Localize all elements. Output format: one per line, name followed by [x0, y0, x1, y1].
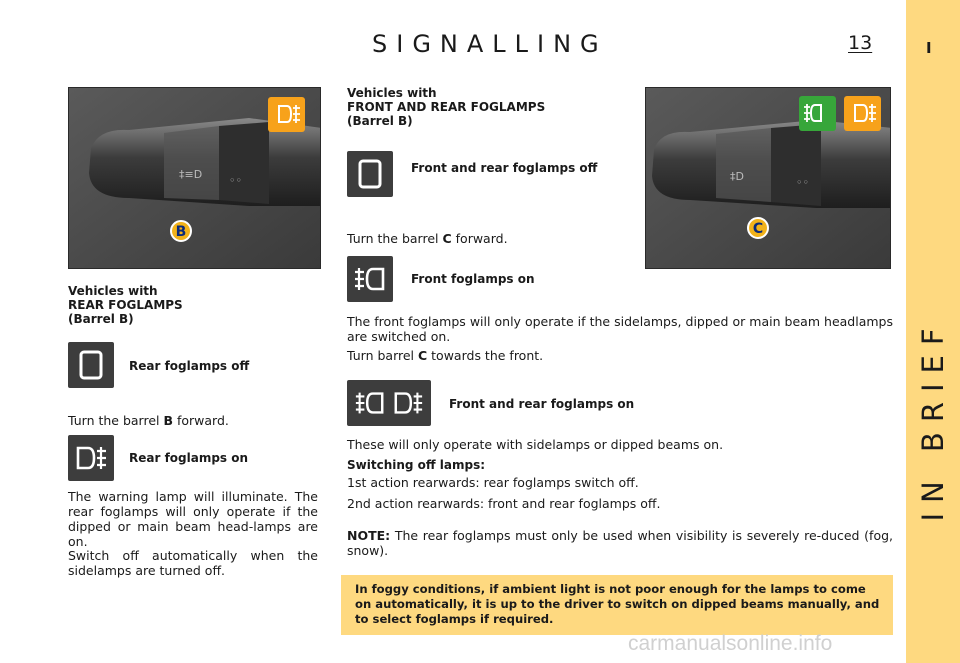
turn-barrel-b-text: Turn the barrel B forward.: [68, 413, 229, 428]
rear-foglamps-on-label: Rear foglamps on: [129, 451, 249, 465]
stalk-photo-barrel-b: [68, 87, 321, 269]
note-paragraph: NOTE: The rear foglamps must only be used when visibility is severely re-duced (fog, snow).: [347, 528, 893, 558]
rear-foglamp-indicator-icon: [844, 96, 881, 131]
warning-lamp-paragraph: The warning lamp will illuminate. The rear foglamps will only operate if the dipped or main beam head-lamps are on.: [68, 489, 318, 549]
foggy-conditions-warning: In foggy conditions, if ambient light is not poor enough for the lamps to come on automatically, it is up to the driver to switch on dipped beams manually, and to select foglamps if required.: [341, 575, 893, 635]
barrel-c-callout: [748, 218, 768, 238]
foglamps-off-icon: [68, 342, 114, 388]
stalk-photo-barrel-c: [645, 87, 891, 269]
rear-foglamp-icon: [68, 435, 114, 481]
front-rear-foglamps-section-title: Vehicles with FRONT AND REAR FOGLAMPS (Barrel B): [347, 86, 546, 128]
auto-switch-off-paragraph: Switch off automatically when the sidelamps are turned off.: [68, 548, 318, 578]
watermark: carmanualsonline.info: [628, 632, 833, 655]
front-rear-foglamps-on-label: Front and rear foglamps on: [449, 397, 635, 411]
svg-text:◦◦: ◦◦: [796, 176, 809, 189]
front-foglamp-icon: [347, 256, 393, 302]
front-rear-foglamps-off-label: Front and rear foglamps off: [411, 161, 598, 175]
svg-text:C: C: [752, 221, 764, 237]
svg-text:B: B: [175, 224, 187, 240]
rear-foglamp-indicator-icon: [268, 97, 305, 132]
section-marker: I: [926, 39, 932, 57]
turn-barrel-c-text: Turn the barrel C forward.: [347, 231, 508, 246]
front-and-rear-foglamp-icon: [347, 380, 431, 426]
rear-foglamps-section-title: Vehicles with REAR FOGLAMPS (Barrel B): [68, 284, 183, 326]
barrel-b-callout: [171, 221, 191, 241]
svg-text:‡D: ‡D: [730, 170, 744, 183]
front-foglamp-indicator-icon: [799, 96, 836, 131]
svg-text:◦◦: ◦◦: [229, 174, 242, 187]
section-label: IN BRIEF: [916, 318, 950, 522]
svg-text:‡≡D: ‡≡D: [179, 168, 203, 181]
second-action-text: 2nd action rearwards: front and rear foglamps off.: [347, 496, 661, 511]
first-action-text: 1st action rearwards: rear foglamps switch off.: [347, 475, 639, 490]
rear-foglamps-off-label: Rear foglamps off: [129, 359, 250, 373]
only-operate-paragraph: These will only operate with sidelamps or dipped beams on.: [347, 437, 724, 452]
turn-barrel-towards-front-text: Turn barrel C towards the front.: [347, 348, 544, 363]
front-foglamps-on-label: Front foglamps on: [411, 272, 535, 286]
foglamps-off-icon: [347, 151, 393, 197]
front-foglamps-operate-paragraph: The front foglamps will only operate if the sidelamps, dipped or main beam headlamps are switched on.: [347, 314, 893, 344]
switching-off-heading: Switching off lamps:: [347, 458, 486, 472]
page-number: 13: [848, 32, 873, 54]
page-title: SIGNALLING: [372, 30, 608, 58]
